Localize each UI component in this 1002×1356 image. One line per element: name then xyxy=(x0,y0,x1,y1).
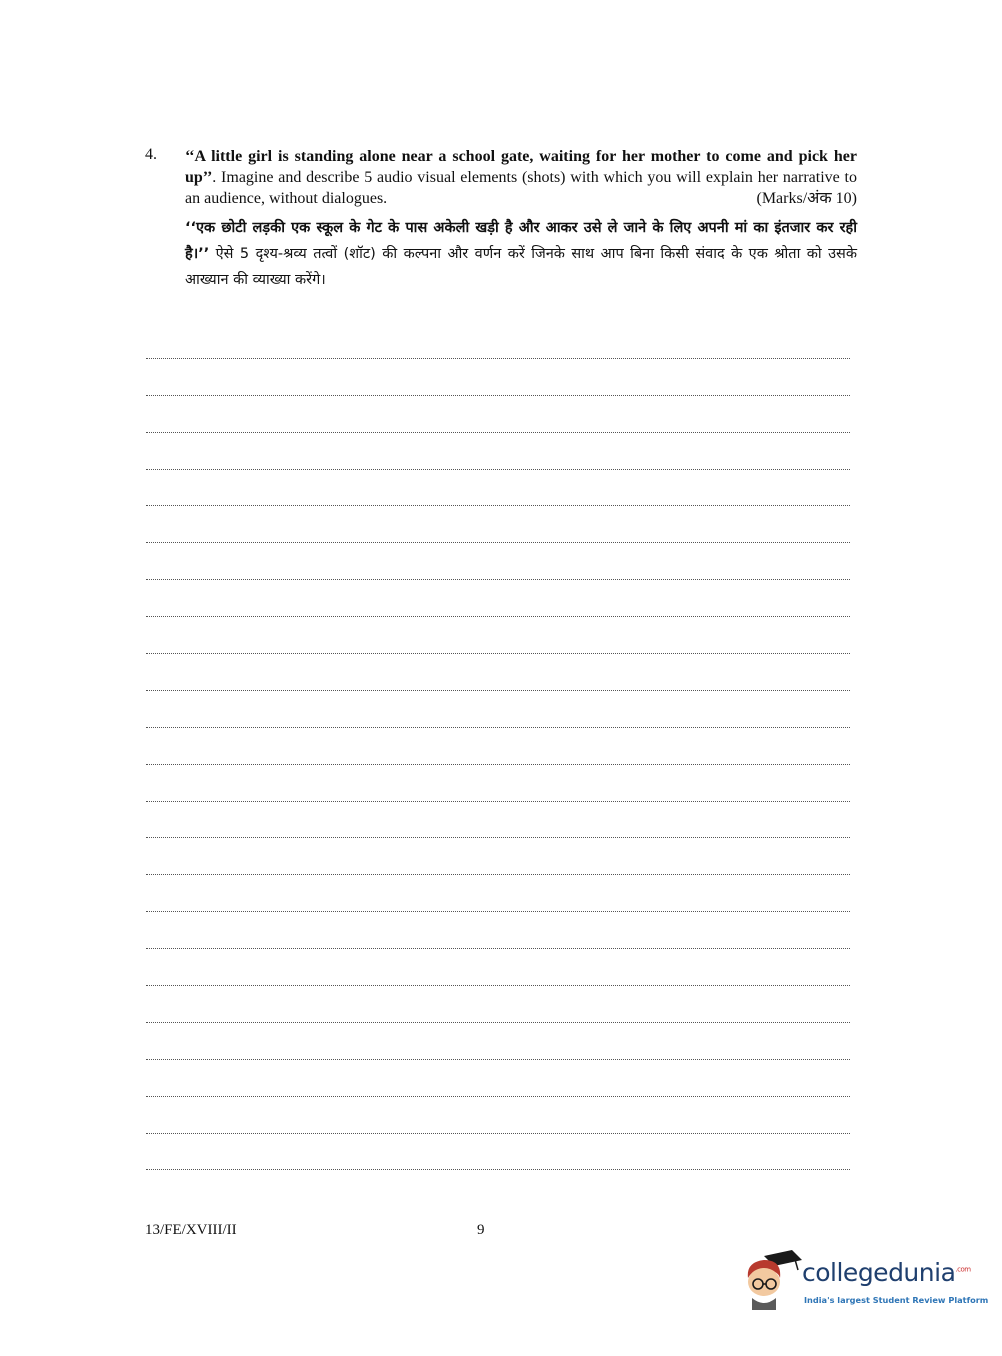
answer-line[interactable] xyxy=(146,802,850,839)
answer-line[interactable] xyxy=(146,875,850,912)
answer-area[interactable] xyxy=(146,322,850,1170)
paper-code: 13/FE/XVIII/II xyxy=(145,1222,237,1238)
answer-line[interactable] xyxy=(146,1060,850,1097)
page-number: 9 xyxy=(477,1222,485,1238)
question-bold-text: ‘‘A little girl is standing alone near a school gate, waiting for her mother to come and pick her up’’ xyxy=(185,148,857,186)
question-number: 4. xyxy=(145,146,157,163)
answer-line[interactable] xyxy=(146,986,850,1023)
question-body-text: . Imagine and describe 5 audio visual elements (shots) with which you will explain her narrative to an audience, without dialogues. xyxy=(185,169,857,207)
answer-line[interactable] xyxy=(146,728,850,765)
answer-line[interactable] xyxy=(146,617,850,654)
collegedunia-logo[interactable] xyxy=(742,1248,989,1312)
answer-line[interactable] xyxy=(146,912,850,949)
answer-line[interactable] xyxy=(146,949,850,986)
answer-line[interactable] xyxy=(146,506,850,543)
question-text-hindi xyxy=(185,215,857,293)
marks-label: (Marks/अंक 10) xyxy=(756,190,857,207)
answer-line[interactable] xyxy=(146,691,850,728)
answer-line[interactable] xyxy=(146,1023,850,1060)
answer-line[interactable] xyxy=(146,1134,850,1171)
answer-line[interactable] xyxy=(146,654,850,691)
hindi-bold-text: ‘‘एक छोटी लड़की एक स्कूल के गेट के पास अकेली खड़ी है और आकर उसे ले जाने के लिए अपनी मां का इंतजार कर रही है।’’ xyxy=(185,220,857,262)
answer-line[interactable] xyxy=(146,580,850,617)
answer-line[interactable] xyxy=(146,396,850,433)
answer-line[interactable] xyxy=(146,543,850,580)
answer-line[interactable] xyxy=(146,470,850,507)
answer-line[interactable] xyxy=(146,322,850,359)
logo-tagline: India's largest Student Review Platform xyxy=(804,1295,989,1305)
answer-line[interactable] xyxy=(146,765,850,802)
logo-wordmark: collegedunia$^{.com}$ xyxy=(802,1258,971,1287)
answer-line[interactable] xyxy=(146,433,850,470)
answer-line[interactable] xyxy=(146,1097,850,1134)
answer-line[interactable] xyxy=(146,359,850,396)
question-text xyxy=(185,146,857,209)
mascot-icon xyxy=(742,1248,804,1312)
answer-line[interactable] xyxy=(146,838,850,875)
hindi-body-text: ऐसे 5 दृश्य-श्रव्य तत्वों (शॉट) की कल्पना और वर्णन करें जिनके साथ आप बिना किसी संवाद के एक श्रोता को उसके आख्यान की व्याख्या करेंगे। xyxy=(185,246,857,288)
